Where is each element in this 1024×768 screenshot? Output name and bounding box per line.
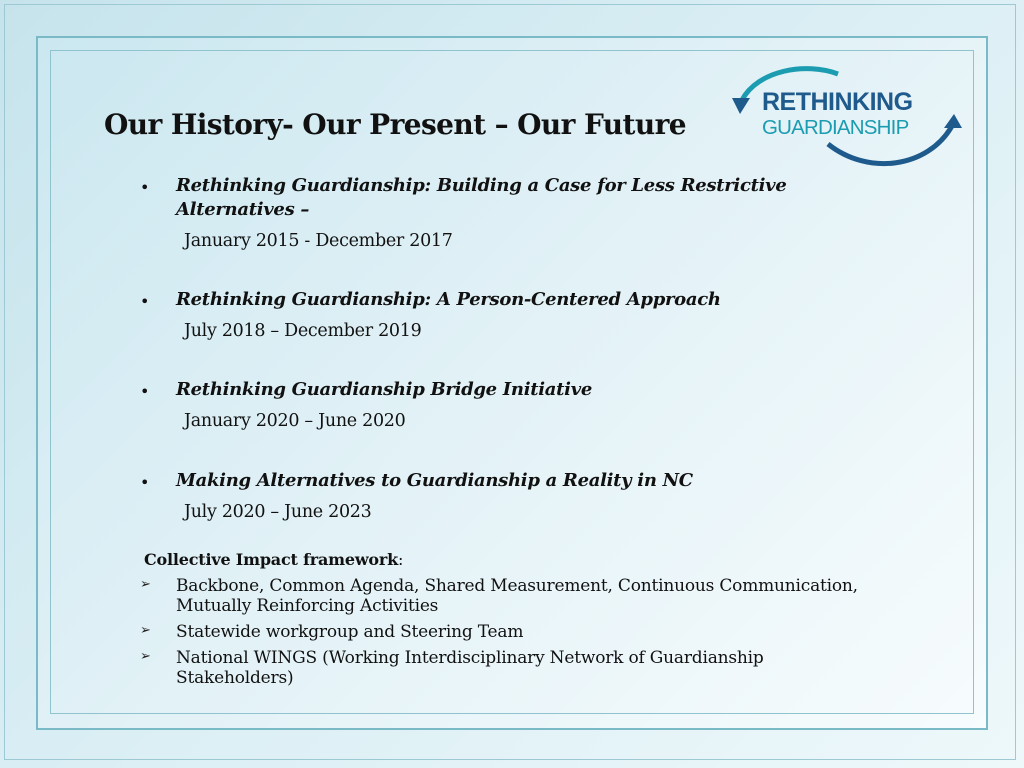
history-item-dates: July 2018 – December 2019 [184, 321, 422, 341]
framework-item-text: Statewide workgroup and Steering Team [176, 622, 524, 642]
logo-right-arrowhead [944, 114, 962, 128]
bullet-icon: • [140, 178, 150, 197]
logo-left-arrowhead [732, 98, 750, 114]
history-item-title: Rethinking Guardianship: A Person-Centered Approach [176, 289, 721, 310]
bullet-icon: • [140, 382, 150, 401]
history-item [140, 288, 900, 344]
arrow-bullet-icon: ➢ [140, 577, 151, 592]
logo-text-rethinking: RETHINKING [762, 88, 913, 116]
framework-item-text: National WINGS (Working Interdisciplinary Network of Guardianship Stakeholders) [176, 648, 764, 688]
framework-heading-label: Collective Impact framework [144, 550, 399, 569]
history-item-title: Rethinking Guardianship: Building a Case for Less Restrictive Alternatives – [176, 175, 787, 220]
logo-text-guardianship: GUARDIANSHIP [762, 116, 909, 139]
history-item-title: Rethinking Guardianship Bridge Initiative [176, 379, 593, 400]
history-item [140, 174, 900, 254]
history-item [140, 469, 900, 525]
framework-item-text: Backbone, Common Agenda, Shared Measurement, Continuous Communication, Mutually Reinforcing Activities [176, 576, 858, 616]
slide-title: Our History- Our Present – Our Future [104, 108, 686, 141]
arrow-bullet-icon: ➢ [140, 649, 151, 664]
history-item-dates: January 2020 – June 2020 [184, 411, 406, 431]
history-item-dates: January 2015 - December 2017 [184, 231, 453, 251]
framework-heading-colon: : [398, 550, 404, 569]
history-item-dates: July 2020 – June 2023 [184, 502, 372, 522]
bullet-icon: • [140, 292, 150, 311]
history-item-title: Making Alternatives to Guardianship a Reality in NC [176, 470, 693, 491]
bullet-icon: • [140, 473, 150, 492]
history-item [140, 378, 900, 434]
framework-heading [144, 550, 403, 569]
arrow-bullet-icon: ➢ [140, 623, 151, 638]
